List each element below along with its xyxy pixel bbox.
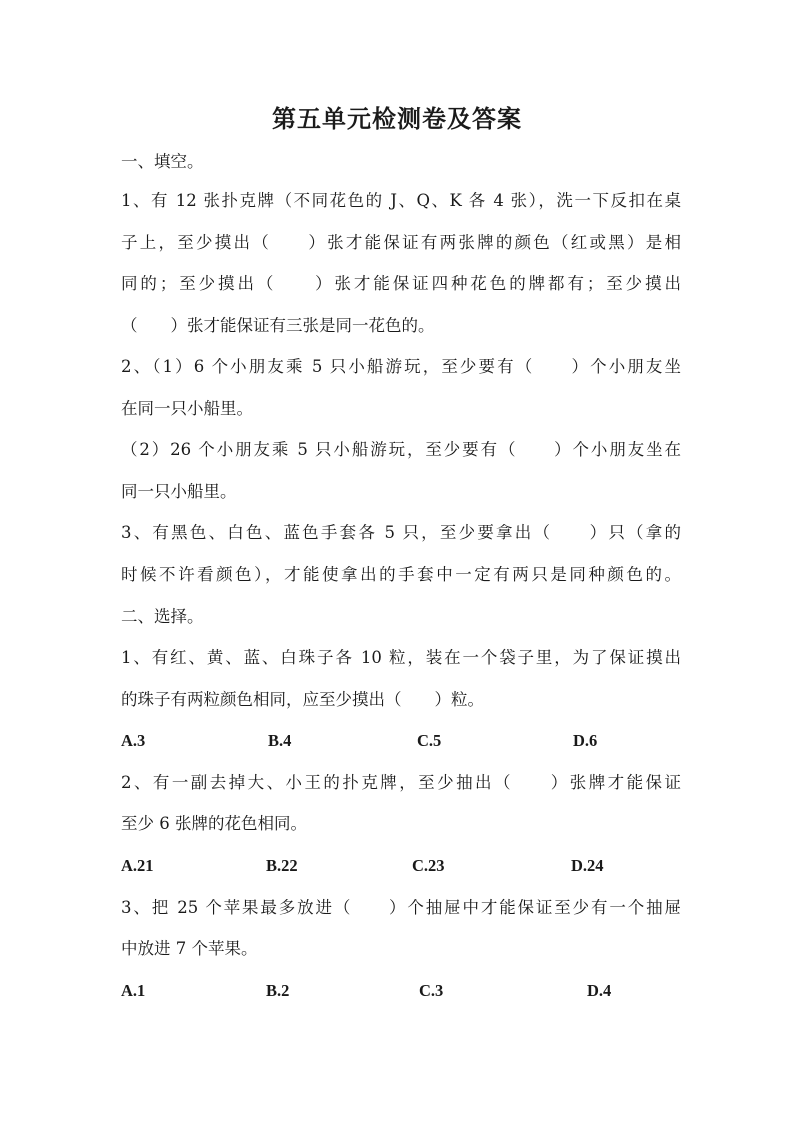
option-b: B.22 bbox=[266, 856, 298, 875]
choice-2-line-2: 至少 6 张牌的花色相同。 bbox=[121, 814, 307, 833]
question-3-line-2: 时候不许看颜色），才能使拿出的手套中一定有两只是同种颜色的。 bbox=[121, 565, 681, 584]
option-d: D.24 bbox=[571, 856, 604, 875]
option-a: A.3 bbox=[121, 731, 146, 750]
choice-2-line-1: 2、有一副去掉大、小王的扑克牌，至少抽出（ ）张牌才能保证 bbox=[121, 773, 681, 792]
choice-1-options bbox=[0, 730, 794, 752]
question-1-line-3: 同的；至少摸出（ ）张才能保证四种花色的牌都有；至少摸出 bbox=[121, 274, 681, 293]
option-b: B.4 bbox=[268, 731, 292, 750]
question-1-line-2: 子上，至少摸出（ ）张才能保证有两张牌的颜色（红或黑）是相 bbox=[121, 233, 681, 252]
choice-3-line-2: 中放进 7 个苹果。 bbox=[121, 939, 258, 958]
option-b: B.2 bbox=[266, 981, 290, 1000]
question-1-line-4: （ ）张才能保证有三张是同一花色的。 bbox=[121, 316, 435, 335]
option-c: C.23 bbox=[412, 856, 445, 875]
option-c: C.3 bbox=[419, 981, 444, 1000]
option-c: C.5 bbox=[417, 731, 442, 750]
option-d: D.6 bbox=[573, 731, 598, 750]
section-heading-fill-in: 一、填空。 bbox=[121, 152, 204, 171]
choice-2-options bbox=[0, 855, 794, 877]
question-2a-line-1: 2、（1）6 个小朋友乘 5 只小船游玩，至少要有（ ）个小朋友坐 bbox=[121, 357, 681, 376]
option-d: D.4 bbox=[587, 981, 612, 1000]
question-3-line-1: 3、有黑色、白色、蓝色手套各 5 只，至少要拿出（ ）只（拿的 bbox=[121, 523, 681, 542]
question-2a-line-2: 在同一只小船里。 bbox=[121, 399, 253, 418]
question-2b-line-2: 同一只小船里。 bbox=[121, 482, 237, 501]
choice-1-line-2: 的珠子有两粒颜色相同，应至少摸出（ ）粒。 bbox=[121, 690, 484, 709]
option-a: A.21 bbox=[121, 856, 154, 875]
choice-3-options bbox=[0, 980, 794, 1002]
question-2b-line-1: （2）26 个小朋友乘 5 只小船游玩，至少要有（ ）个小朋友坐在 bbox=[121, 440, 681, 459]
question-1-line-1: 1、有 12 张扑克牌（不同花色的 J、Q、K 各 4 张），洗一下反扣在桌 bbox=[121, 191, 681, 210]
option-a: A.1 bbox=[121, 981, 146, 1000]
section-heading-choice: 二、选择。 bbox=[121, 607, 204, 626]
page-title: 第五单元检测卷及答案 bbox=[272, 105, 522, 133]
choice-3-line-1: 3、把 25 个苹果最多放进（ ）个抽屉中才能保证至少有一个抽屉 bbox=[121, 898, 681, 917]
choice-1-line-1: 1、有红、黄、蓝、白珠子各 10 粒，装在一个袋子里，为了保证摸出 bbox=[121, 648, 681, 667]
